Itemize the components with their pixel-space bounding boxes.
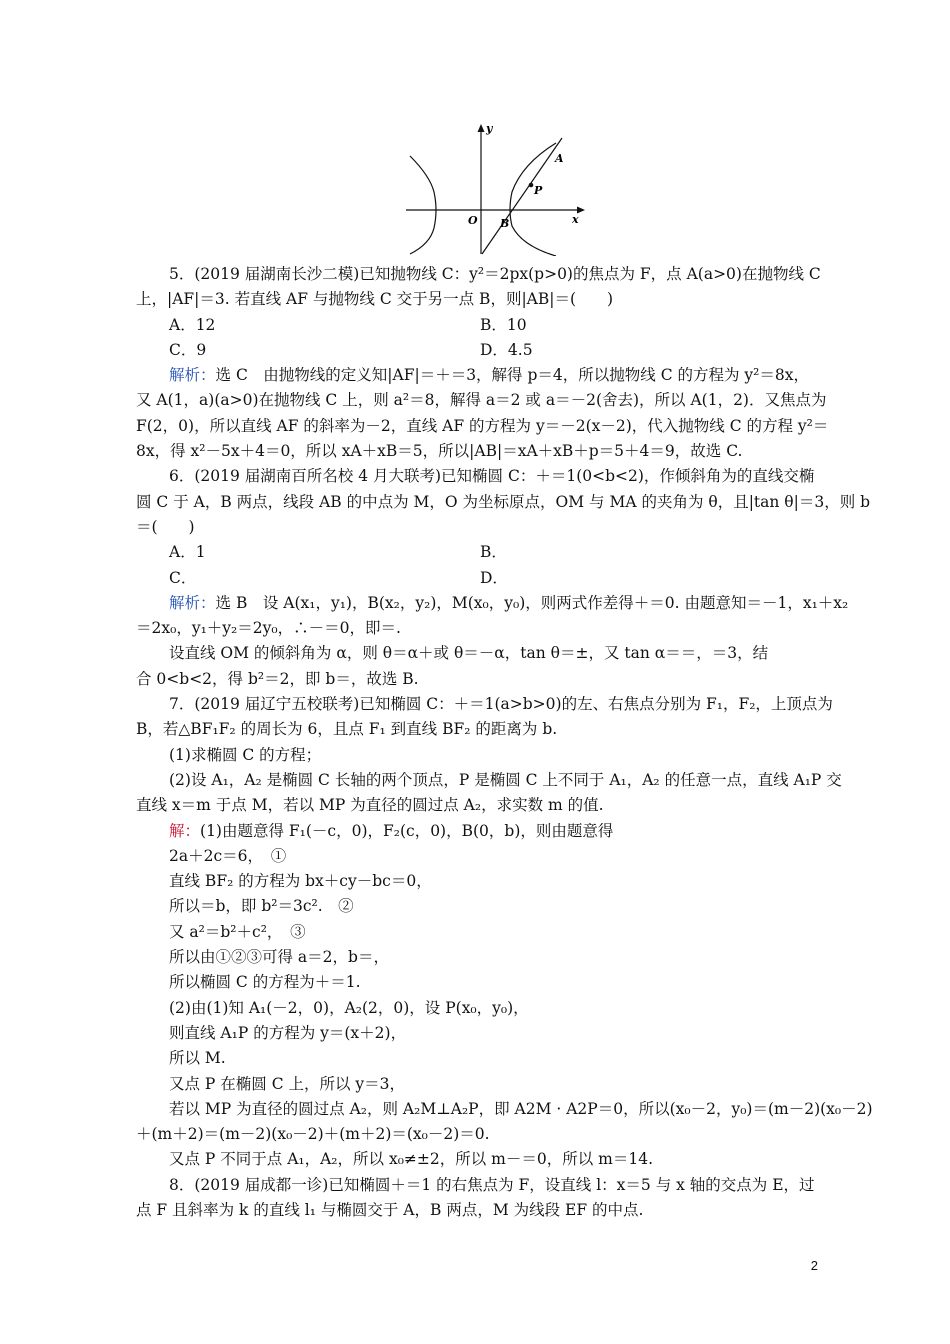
q7-solution-line-11: 又点 P 在椭圆 C 上，所以 y＝3， (169, 1074, 406, 1093)
hyperbola-left-branch (410, 156, 436, 254)
q7-solution-line-1 (136, 819, 816, 844)
y-axis-arrow (478, 124, 485, 132)
page-number: 2 (810, 1258, 818, 1273)
q6-option-b: B． (480, 543, 507, 562)
q7-solution-line-3: 直线 BF₂ 的方程为 bx＋cy－bc＝0， (169, 872, 432, 891)
q6-option-d: D． (480, 568, 508, 587)
q7-solution-line-7: 所以椭圆 C 的方程为＋＝1. (169, 973, 361, 992)
q5-stem-line-2: 上，|AF|＝3. 若直线 AF 与抛物线 C 交于另一点 B，则|AB|＝( ) (136, 290, 614, 309)
q7-solution-label: 解： (169, 821, 201, 840)
q5-option-a: A．12 (169, 315, 216, 334)
label-y: y (486, 122, 493, 135)
q5-solution-line-1 (136, 363, 816, 388)
q6-option-c: C． (169, 568, 197, 587)
q5-option-c: C．9 (169, 340, 207, 359)
q7-solution-text-1: (1)由题意得 F₁(－c，0)，F₂(c，0)，B(0，b)，则由题意得 (200, 821, 614, 840)
q7-part-2-line-2: 直线 x＝m 于点 M，若以 MP 为直径的圆过点 A₂，求实数 m 的值. (136, 796, 604, 815)
q7-solution-line-6: 所以由①②③可得 a＝2，b＝， (169, 948, 389, 967)
line-ab (482, 138, 562, 254)
label-o: O (468, 214, 478, 227)
label-b: B (500, 217, 510, 230)
q6-stem-line-2: 圆 C 于 A，B 两点，线段 AB 的中点为 M，O 为坐标原点，OM 与 MA 的夹角为 θ，且|tan θ|＝3，则 b (136, 492, 871, 511)
q7-solution-line-9: 则直线 A₁P 的方程为 y＝(x＋2)， (169, 1023, 407, 1042)
q5-solution-line-4: 8x，得 x²－5x＋4＝0，所以 xA＋xB＝5，所以|AB|＝xA＋xB＋p＝5＋4＝9，故选 C. (136, 442, 743, 461)
q6-solution-line-2: ＝2x₀，y₁＋y₂＝2y₀，∴－＝0，即＝. (136, 619, 401, 638)
q6-solution-text-1: 选 B 设 A(x₁，y₁)，B(x₂，y₂)，M(x₀，y₀)，则两式作差得＋＝0. 由题意知＝－1，x₁＋x₂ (215, 593, 849, 612)
q5-solution-label: 解析： (169, 366, 216, 385)
hyperbola-right-branch (510, 143, 556, 256)
label-p: P (534, 184, 543, 197)
q6-option-a: A．1 (169, 543, 206, 562)
q7-solution-line-13: ＋(m＋2)＝(m－2)(x₀－2)＋(m＋2)＝(x₀－2)＝0. (136, 1125, 490, 1144)
q7-stem-line-2: B，若△BF₁F₂ 的周长为 6，且点 F₁ 到直线 BF₂ 的距离为 b. (136, 720, 558, 739)
q6-solution-line-1 (136, 591, 849, 616)
q7-solution-line-4: 所以＝b，即 b²＝3c². ② (169, 897, 354, 916)
q8-stem-line-1: 8．(2019 届成都一诊)已知椭圆＋＝1 的右焦点为 F，设直线 l：x＝5 与 x 轴的交点为 E，过 (169, 1175, 815, 1194)
q8-stem-line-2: 点 F 且斜率为 k 的直线 l₁ 与椭圆交于 A，B 两点，M 为线段 EF 的中点. (136, 1200, 644, 1219)
q5-option-b: B．10 (480, 315, 527, 334)
q5-solution-line-2: 又 A(1，a)(a>0)在抛物线 C 上，则 a²＝8，解得 a＝2 或 a＝－2(舍去)，所以 A(1，2)．又焦点为 (136, 391, 827, 410)
q7-solution-line-5: 又 a²＝b²＋c²， ③ (169, 922, 306, 941)
q5-solution-line-3: F(2，0)，所以直线 AF 的斜率为－2，直线 AF 的方程为 y＝－2(x－2)，代入抛物线 C 的方程 y²＝ (136, 416, 829, 435)
q5-options-row-1 (136, 313, 816, 338)
q5-solution-text-1: 选 C 由抛物线的定义知|AF|＝＋＝3，解得 p＝4，所以抛物线 C 的方程为 y²＝8x， (215, 366, 809, 385)
q7-solution-line-12: 若以 MP 为直径的圆过点 A₂，则 A₂M⊥A₂P，即 A2M · A2P＝0，所以(x₀－2，y₀)＝(m－2)(x₀－2) (169, 1099, 873, 1118)
q6-stem-line-3: ＝( ) (136, 517, 195, 536)
q7-solution-line-8: (2)由(1)知 A₁(－2，0)，A₂(2，0)，设 P(x₀，y₀)， (169, 998, 529, 1017)
q5-options-row-2 (136, 338, 816, 363)
q6-solution-line-4: 合 0<b<2，得 b²＝2，即 b＝，故选 B. (136, 669, 419, 688)
q6-stem-line-1: 6．(2019 届湖南百所名校 4 月大联考)已知椭圆 C：＋＝1(0<b<2)，作倾斜角为的直线交椭 (169, 467, 815, 486)
q7-part-2-line-1: (2)设 A₁，A₂ 是椭圆 C 长轴的两个顶点，P 是椭圆 C 上不同于 A₁，A₂ 的任意一点，直线 A₁P 交 (169, 770, 842, 789)
q7-solution-line-10: 所以 M. (169, 1049, 226, 1068)
q7-solution-line-14: 又点 P 不同于点 A₁，A₂，所以 x₀≠±2，所以 m－＝0，所以 m＝14. (169, 1150, 654, 1169)
label-x: x (572, 213, 579, 226)
q6-options-row-1 (136, 540, 816, 565)
label-a: A (555, 152, 564, 165)
q5-option-d: D．4.5 (480, 340, 533, 359)
q7-part-1: (1)求椭圆 C 的方程； (169, 745, 322, 764)
q6-solution-label: 解析： (169, 593, 216, 612)
q6-options-row-2 (136, 566, 816, 591)
q7-stem-line-1: 7．(2019 届辽宁五校联考)已知椭圆 C：＋＝1(a>b>0)的左、右焦点分别为 F₁，F₂，上顶点为 (169, 695, 833, 714)
q5-stem-line-1: 5．(2019 届湖南长沙二模)已知抛物线 C：y²＝2px(p>0)的焦点为 F，点 A(a>0)在抛物线 C (169, 265, 821, 283)
document-body (136, 262, 873, 1223)
q7-solution-line-2: 2a＋2c＝6， ① (169, 846, 287, 865)
point-p (529, 183, 534, 188)
hyperbola-figure (404, 118, 590, 256)
q6-solution-line-3: 设直线 OM 的倾斜角为 α，则 θ＝α＋或 θ＝－α，tan θ＝±，又 tan α＝＝，＝3，结 (169, 644, 769, 663)
